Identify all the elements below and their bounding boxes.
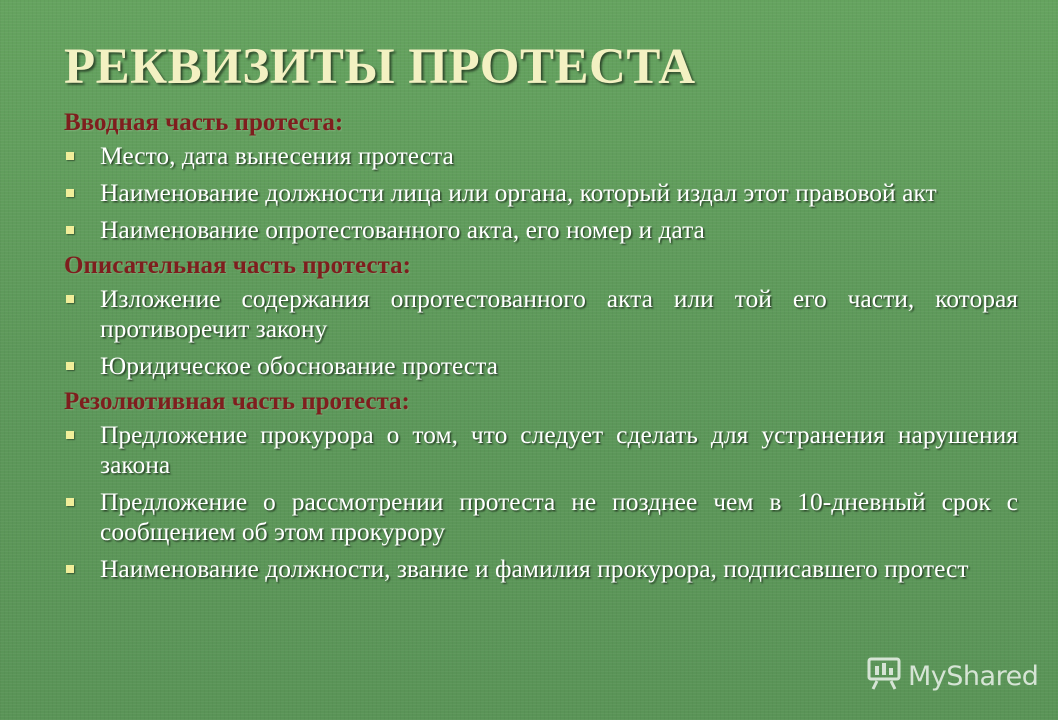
- square-bullet-icon: [66, 362, 74, 370]
- section-heading-intro: Вводная часть протеста:: [64, 109, 344, 136]
- square-bullet-icon: [66, 152, 74, 160]
- section-heading-descriptive: Описательная часть протеста:: [64, 252, 411, 279]
- square-bullet-icon: [66, 431, 74, 439]
- bullet-item: [64, 215, 1018, 245]
- square-bullet-icon: [66, 565, 74, 573]
- bullet-text: Предложение прокурора о том, что следует сделать для устранения нарушения закона: [100, 420, 1018, 479]
- bullet-text: Изложение содержания опротестованного акта или той его части, которая противоречит закону: [100, 284, 1018, 343]
- bullet-text: Предложение о рассмотрении протеста не позднее чем в 10-дневный срок с сообщением об этом прокурору: [100, 487, 1018, 546]
- bullet-item: [64, 554, 1018, 584]
- slide-title: РЕКВИЗИТЫ ПРОТЕСТА: [64, 39, 696, 95]
- bullet-text: Наименование должности лица или органа, который издал этот правовой акт: [100, 178, 937, 207]
- bullet-item: [64, 420, 1018, 480]
- bullet-text: Наименование должности, звание и фамилия прокурора, подписавшего протест: [100, 554, 969, 583]
- slide-content: [64, 108, 1018, 584]
- square-bullet-icon: [66, 498, 74, 506]
- bullet-item: [64, 141, 1018, 171]
- watermark-text: MyShared: [908, 660, 1039, 692]
- square-bullet-icon: [66, 226, 74, 234]
- bullet-text: Юридическое обоснование протеста: [100, 351, 499, 380]
- square-bullet-icon: [66, 295, 74, 303]
- bullet-text: Наименование опротестованного акта, его номер и дата: [100, 215, 705, 244]
- section-heading-resolutive: Резолютивная часть протеста:: [64, 388, 410, 415]
- bullet-item: [64, 351, 1018, 381]
- bullet-item: [64, 178, 1018, 208]
- bullet-item: [64, 487, 1018, 547]
- presentation-board-icon: [866, 657, 902, 696]
- watermark: [866, 656, 1038, 696]
- bullet-text: Место, дата вынесения протеста: [100, 141, 454, 170]
- bullet-item: [64, 284, 1018, 344]
- square-bullet-icon: [66, 189, 74, 197]
